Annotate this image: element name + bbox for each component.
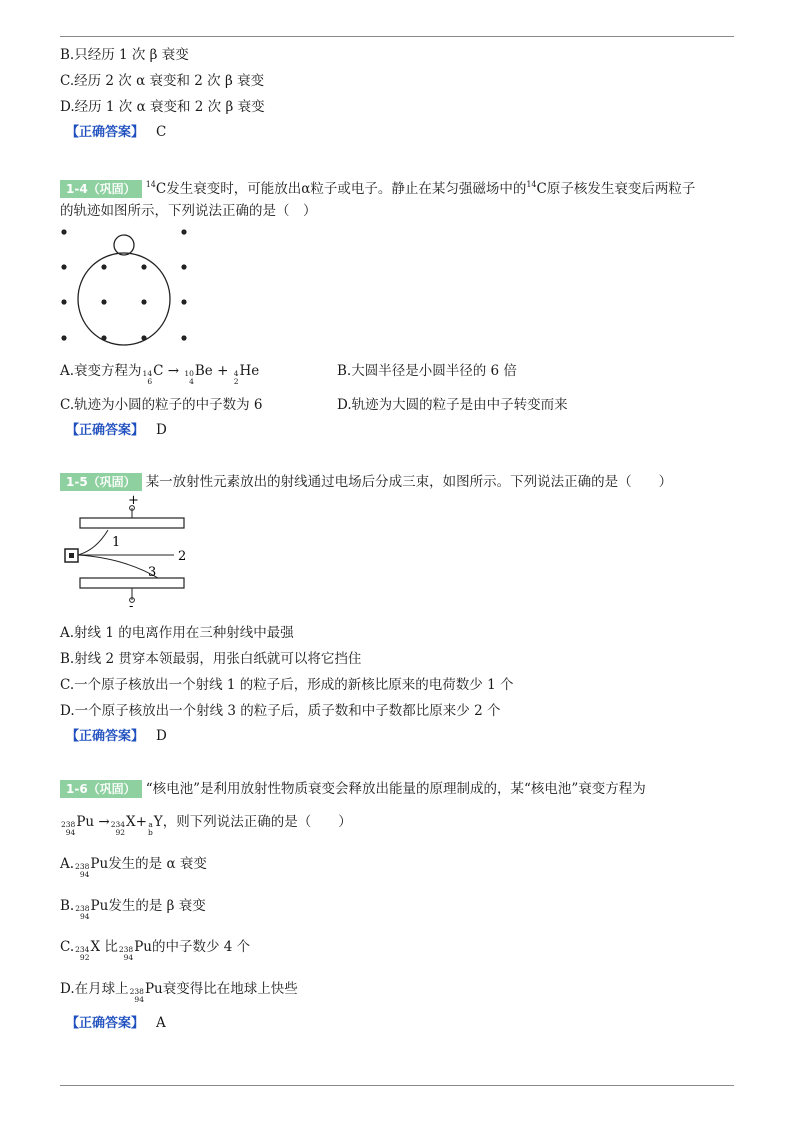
plus-sign: +	[128, 494, 139, 508]
q14-answer	[66, 421, 167, 440]
q14-option-c[interactable]: C.轨迹为小圆的粒子的中子数为 6	[60, 397, 263, 413]
magnetic-field-figure	[56, 222, 196, 348]
q16-option-c[interactable]: C. 234 92 X 比 238 94 Pu的中子数少 4 个	[60, 939, 251, 962]
q14-stem-a: C发生衰变时，可能放出α粒子或电子。静止在某匀强磁场中的	[155, 181, 527, 197]
q16-option-d[interactable]: D.在月球上 238 94 Pu衰变得比在地球上快些	[60, 981, 298, 1004]
answer-value: C	[156, 124, 167, 140]
answer-label: 【正确答案】	[66, 125, 145, 140]
answer-value: D	[156, 728, 167, 744]
answer-value: D	[156, 422, 167, 438]
option-a-label: A.衰变方程为	[60, 363, 142, 379]
footer-rule	[60, 1085, 734, 1086]
minus-sign: -	[129, 599, 134, 612]
q13-answer	[66, 123, 166, 142]
answer-label: 【正确答案】	[66, 1016, 145, 1031]
q13-option-b[interactable]: B.只经历 1 次 β 衰变	[60, 47, 189, 63]
q13-option-c[interactable]: C.经历 2 次 α 衰变和 2 次 β 衰变	[60, 73, 265, 89]
answer-label: 【正确答案】	[66, 423, 145, 438]
question-tag: 1-6（巩固）	[60, 780, 142, 798]
answer-value: A	[156, 1015, 166, 1031]
q15-option-a[interactable]: A.射线 1 的电离作用在三种射线中最强	[60, 625, 294, 641]
q14-stem	[60, 176, 695, 198]
c14-mass: 14	[145, 180, 156, 189]
q14-option-b[interactable]: B.大圆半径是小圆半径的 6 倍	[337, 363, 517, 379]
electric-field-figure	[60, 494, 200, 612]
q16-answer	[66, 1014, 166, 1033]
bottom-plate	[80, 578, 184, 588]
q15-option-b[interactable]: B.射线 2 贯穿本领最弱，用张白纸就可以将它挡住	[60, 651, 362, 667]
q16-option-b[interactable]: B. 238 94 Pu发生的是 β 衰变	[60, 898, 206, 921]
small-circle	[114, 235, 134, 255]
q14-stem-line2: 的轨迹如图所示，下列说法正确的是（ ）	[60, 203, 317, 219]
q13-option-d[interactable]: D.经历 1 次 α 衰变和 2 次 β 衰变	[60, 99, 265, 115]
q15-stem	[60, 473, 672, 491]
q15-stem-text: 某一放射性元素放出的射线通过电场后分成三束，如图所示。下列说法正确的是（ ）	[145, 474, 673, 490]
top-plate	[80, 518, 184, 528]
answer-label: 【正确答案】	[66, 729, 145, 744]
ray-3	[78, 555, 158, 578]
q16-stem	[60, 780, 646, 798]
q15-option-c[interactable]: C.一个原子核放出一个射线 1 的粒子后，形成的新核比原来的电荷数少 1 个	[60, 677, 514, 693]
header-rule	[60, 36, 734, 37]
q16-option-a[interactable]: A. 238 94 Pu发生的是 α 衰变	[60, 856, 207, 879]
ray-label-1: 1	[112, 535, 121, 550]
c14-mass-2: 14	[526, 180, 537, 189]
question-tag: 1-4（巩固）	[60, 180, 142, 198]
q14-option-a[interactable]: A.衰变方程为 14 6 C → 10 4 Be + 4 2 He	[60, 363, 260, 386]
q14-option-d[interactable]: D.轨迹为大圆的粒子是由中子转变而来	[337, 397, 568, 413]
ray-label-3: 3	[148, 565, 157, 580]
q16-stem-text: “核电池”是利用放射性物质衰变会释放出能量的原理制成的，某“核电池”衰变方程为	[145, 781, 646, 797]
question-tag: 1-5（巩固）	[60, 473, 142, 491]
large-circle	[78, 253, 170, 345]
q15-option-d[interactable]: D.一个原子核放出一个射线 3 的粒子后，质子数和中子数都比原来少 2 个	[60, 703, 501, 719]
ray-label-2: 2	[178, 549, 187, 564]
q14-stem-b: C原子核发生衰变后两粒子	[536, 181, 696, 197]
ray-1	[78, 530, 108, 555]
q16-equation: 238 94 Pu → 234 92 X+ a b Y，则下列说法正确的是（ ）	[61, 814, 352, 837]
q15-answer	[66, 727, 167, 746]
